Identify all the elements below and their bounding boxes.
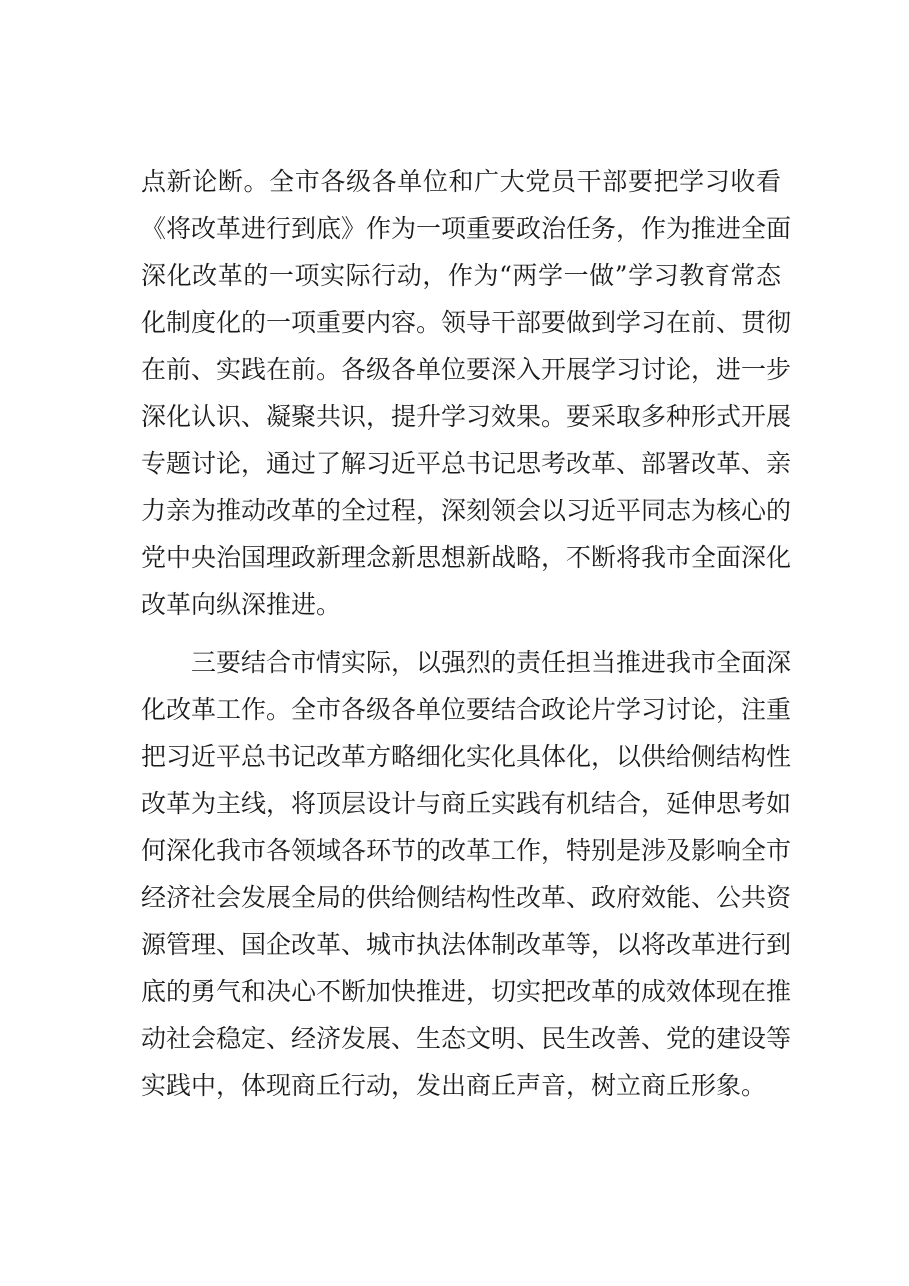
text-line: 动社会稳定、经济发展、生态文明、民生改善、党的建设等: [141, 1024, 792, 1053]
text-line: 在前、实践在前。各级各单位要深入开展学习讨论，进一步: [141, 355, 792, 384]
text-line: 力亲为推动改革的全过程，深刻领会以习近平同志为核心的: [141, 496, 792, 525]
text-line: 化改革工作。全市各级各单位要结合政论片学习讨论，注重: [141, 695, 792, 724]
text-line: 深化认识、凝聚共识，提升学习效果。要采取多种形式开展: [141, 402, 792, 431]
text-line: 何深化我市各领域各环节的改革工作，特别是涉及影响全市: [141, 836, 792, 865]
text-line: 化制度化的一项重要内容。领导干部要做到学习在前、贯彻: [141, 308, 792, 337]
text-line: 底的勇气和决心不断加快推进，切实把改革的成效体现在推: [141, 977, 792, 1006]
text-line: 经济社会发展全局的供给侧结构性改革、政府效能、公共资: [141, 883, 792, 912]
text-line: 《将改革进行到底》作为一项重要政治任务，作为推进全面: [141, 214, 792, 243]
text-line: 实践中，体现商丘行动，发出商丘声音，树立商丘形象。: [141, 1071, 767, 1100]
paragraph-item-three: [141, 639, 792, 1109]
paragraph-continuation: [141, 158, 792, 628]
text-line: 改革向纵深推进。: [141, 590, 342, 619]
text-line: 党中央治国理政新理念新思想新战略，不断将我市全面深化: [141, 543, 792, 572]
text-line: 源管理、国企改革、城市执法体制改革等，以将改革进行到: [141, 930, 792, 959]
text-line: 改革为主线，将顶层设计与商丘实践有机结合，延伸思考如: [141, 789, 792, 818]
text-line: 把习近平总书记改革方略细化实化具体化，以供给侧结构性: [141, 742, 792, 771]
text-line: 深化改革的一项实际行动，作为“两学一做”学习教育常态: [141, 261, 781, 290]
text-line: 点新论断。全市各级各单位和广大党员干部要把学习收看: [141, 167, 781, 196]
text-line: 三要结合市情实际，以强烈的责任担当推进我市全面深: [191, 648, 792, 677]
text-line: 专题讨论，通过了解习近平总书记思考改革、部署改革、亲: [141, 449, 792, 478]
